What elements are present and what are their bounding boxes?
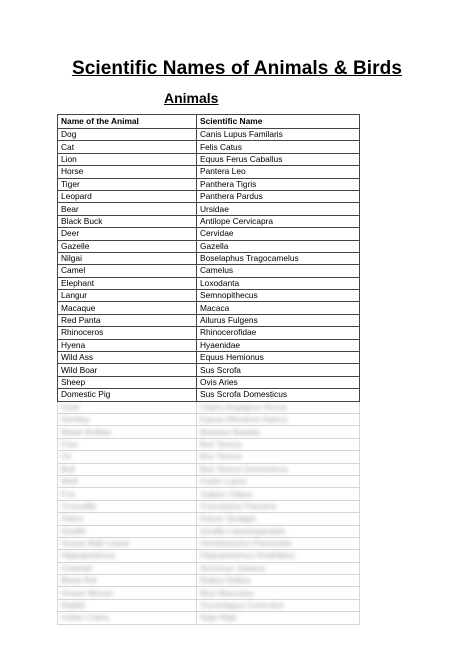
animal-name-cell: Langur	[58, 290, 197, 302]
animal-name-cell: Goat	[58, 401, 197, 413]
table-row	[58, 252, 360, 264]
blurred-table-row	[58, 426, 360, 438]
animal-name-cell: Elephant	[58, 277, 197, 289]
scientific-name-cell: Ailurus Fulgens	[197, 314, 360, 326]
animal-name-cell: Sheep	[58, 376, 197, 388]
animal-name-cell: Leopard	[58, 190, 197, 202]
animal-name-cell: Dog	[58, 129, 197, 141]
blurred-table-row	[58, 488, 360, 500]
scientific-name-cell: Pantera Leo	[197, 166, 360, 178]
scientific-name-cell: Cervidae	[197, 228, 360, 240]
table-row	[58, 290, 360, 302]
animal-name-cell: Red Panta	[58, 314, 197, 326]
animal-name-cell: Zebra	[58, 513, 197, 525]
table-row	[58, 389, 360, 401]
scientific-name-cell: Panthera Tigris	[197, 178, 360, 190]
scientific-name-cell: Rhinocerofidae	[197, 327, 360, 339]
table-row	[58, 277, 360, 289]
scientific-name-cell: Oryctolagus Cuniculus	[197, 599, 360, 611]
animal-name-cell: Cheetah	[58, 562, 197, 574]
scientific-name-cell: Canis Lupus	[197, 475, 360, 487]
scientific-name-cell: Equus Ferus Caballus	[197, 153, 360, 165]
table-row	[58, 240, 360, 252]
blurred-table-row	[58, 587, 360, 599]
animal-name-cell: Fox	[58, 488, 197, 500]
table-row	[58, 166, 360, 178]
section-title-animals: Animals	[164, 90, 219, 106]
animal-name-cell: Water Buffalo	[58, 426, 197, 438]
table-row	[58, 190, 360, 202]
table-row	[58, 352, 360, 364]
blurred-table-row	[58, 413, 360, 425]
animal-name-cell: House Wall Lizard	[58, 537, 197, 549]
scientific-name-cell: Mus Musculus	[197, 587, 360, 599]
scientific-name-cell: Antilope Cervicapra	[197, 215, 360, 227]
animal-name-cell: Bull	[58, 463, 197, 475]
blurred-table-row	[58, 463, 360, 475]
table-header-row	[58, 115, 360, 129]
blurred-table-row	[58, 575, 360, 587]
scientific-name-cell: Hippopotamus Amphibius	[197, 550, 360, 562]
table-row	[58, 153, 360, 165]
scientific-name-cell: Ovis Aries	[197, 376, 360, 388]
blurred-table-row	[58, 500, 360, 512]
animal-name-cell: Camel	[58, 265, 197, 277]
scientific-name-cell: Bos Taurus Domesticus	[197, 463, 360, 475]
scientific-name-cell: Macaca	[197, 302, 360, 314]
animal-name-cell: Deer	[58, 228, 197, 240]
animal-name-cell: Cat	[58, 141, 197, 153]
table-row	[58, 302, 360, 314]
animal-name-cell: Donkey	[58, 413, 197, 425]
scientific-name-cell: Capra Aegagrus Hircus	[197, 401, 360, 413]
scientific-name-cell: Equus Africanus Asinus	[197, 413, 360, 425]
animal-name-cell: Wolf	[58, 475, 197, 487]
table-row	[58, 141, 360, 153]
animal-name-cell: Rabbit	[58, 599, 197, 611]
scientific-name-cell: Hyaenidae	[197, 339, 360, 351]
scientific-name-cell: Sus Scrofa Domesticus	[197, 389, 360, 401]
animal-name-cell: Cow	[58, 438, 197, 450]
blurred-table-row	[58, 550, 360, 562]
animal-name-cell: Tiger	[58, 178, 197, 190]
animal-name-cell: Crocodile	[58, 500, 197, 512]
animal-name-cell: Ox	[58, 451, 197, 463]
table-row	[58, 314, 360, 326]
scientific-name-cell: Acinonyx Jubatus	[197, 562, 360, 574]
animal-name-cell: Wild Boar	[58, 364, 197, 376]
table-body	[58, 129, 360, 625]
blurred-table-row	[58, 475, 360, 487]
animal-name-cell: House Mouse	[58, 587, 197, 599]
table-row	[58, 228, 360, 240]
blurred-table-row	[58, 438, 360, 450]
blurred-table-row	[58, 513, 360, 525]
animal-name-cell: Wild Ass	[58, 352, 197, 364]
scientific-name-cell: Semnopithecus	[197, 290, 360, 302]
animal-name-cell: Indian Cobra	[58, 612, 197, 624]
scientific-name-cell: Bos Taurus	[197, 451, 360, 463]
table-row	[58, 215, 360, 227]
animal-name-cell: Black Rat	[58, 575, 197, 587]
scientific-name-cell: Rattus Rattus	[197, 575, 360, 587]
animal-name-cell: Lion	[58, 153, 197, 165]
blurred-table-row	[58, 537, 360, 549]
blurred-table-row	[58, 401, 360, 413]
animal-name-cell: Black Buck	[58, 215, 197, 227]
table-row	[58, 129, 360, 141]
table-row	[58, 265, 360, 277]
animal-name-cell: Giraffe	[58, 525, 197, 537]
animal-name-cell: Hippopotamus	[58, 550, 197, 562]
table-row	[58, 376, 360, 388]
scientific-name-cell: Equus Quagga	[197, 513, 360, 525]
scientific-name-cell: Equus Hemionus	[197, 352, 360, 364]
scientific-name-cell: Crocodylus Palustris	[197, 500, 360, 512]
document-title: Scientific Names of Animals & Birds	[71, 58, 403, 79]
scientific-name-cell: Giraffa Camelopardalis	[197, 525, 360, 537]
animal-name-cell: Domestic Pig	[58, 389, 197, 401]
animal-name-cell: Horse	[58, 166, 197, 178]
column-header-animal-name: Name of the Animal	[58, 115, 197, 129]
animal-name-cell: Rhinoceros	[58, 327, 197, 339]
scientific-name-cell: Sus Scrofa	[197, 364, 360, 376]
blurred-table-row	[58, 525, 360, 537]
scientific-name-cell: Bos Taurus	[197, 438, 360, 450]
scientific-name-cell: Naja Naja	[197, 612, 360, 624]
animal-name-cell: Macaque	[58, 302, 197, 314]
animal-name-cell: Hyena	[58, 339, 197, 351]
animal-name-cell: Gazelle	[58, 240, 197, 252]
scientific-name-cell: Canis Lupus Familaris	[197, 129, 360, 141]
table-row	[58, 327, 360, 339]
table-row	[58, 339, 360, 351]
blurred-table-row	[58, 612, 360, 624]
table-row	[58, 203, 360, 215]
animal-names-table	[57, 114, 360, 625]
table-row	[58, 178, 360, 190]
table-row	[58, 364, 360, 376]
scientific-name-cell: Felis Catus	[197, 141, 360, 153]
scientific-name-cell: Loxodanta	[197, 277, 360, 289]
scientific-name-cell: Panthera Pardus	[197, 190, 360, 202]
scientific-name-cell: Hemidactylus Flaviviridis	[197, 537, 360, 549]
blurred-table-row	[58, 451, 360, 463]
blurred-table-row	[58, 562, 360, 574]
animal-name-cell: Nilgai	[58, 252, 197, 264]
scientific-name-cell: Vulpes Vulpes	[197, 488, 360, 500]
scientific-name-cell: Boselaphus Tragocamelus	[197, 252, 360, 264]
scientific-name-cell: Ursidae	[197, 203, 360, 215]
animal-name-cell: Bear	[58, 203, 197, 215]
scientific-name-cell: Gazella	[197, 240, 360, 252]
scientific-name-cell: Bubalus Bubalis	[197, 426, 360, 438]
scientific-name-cell: Camelus	[197, 265, 360, 277]
column-header-scientific-name: Scientific Name	[197, 115, 360, 129]
blurred-table-row	[58, 599, 360, 611]
